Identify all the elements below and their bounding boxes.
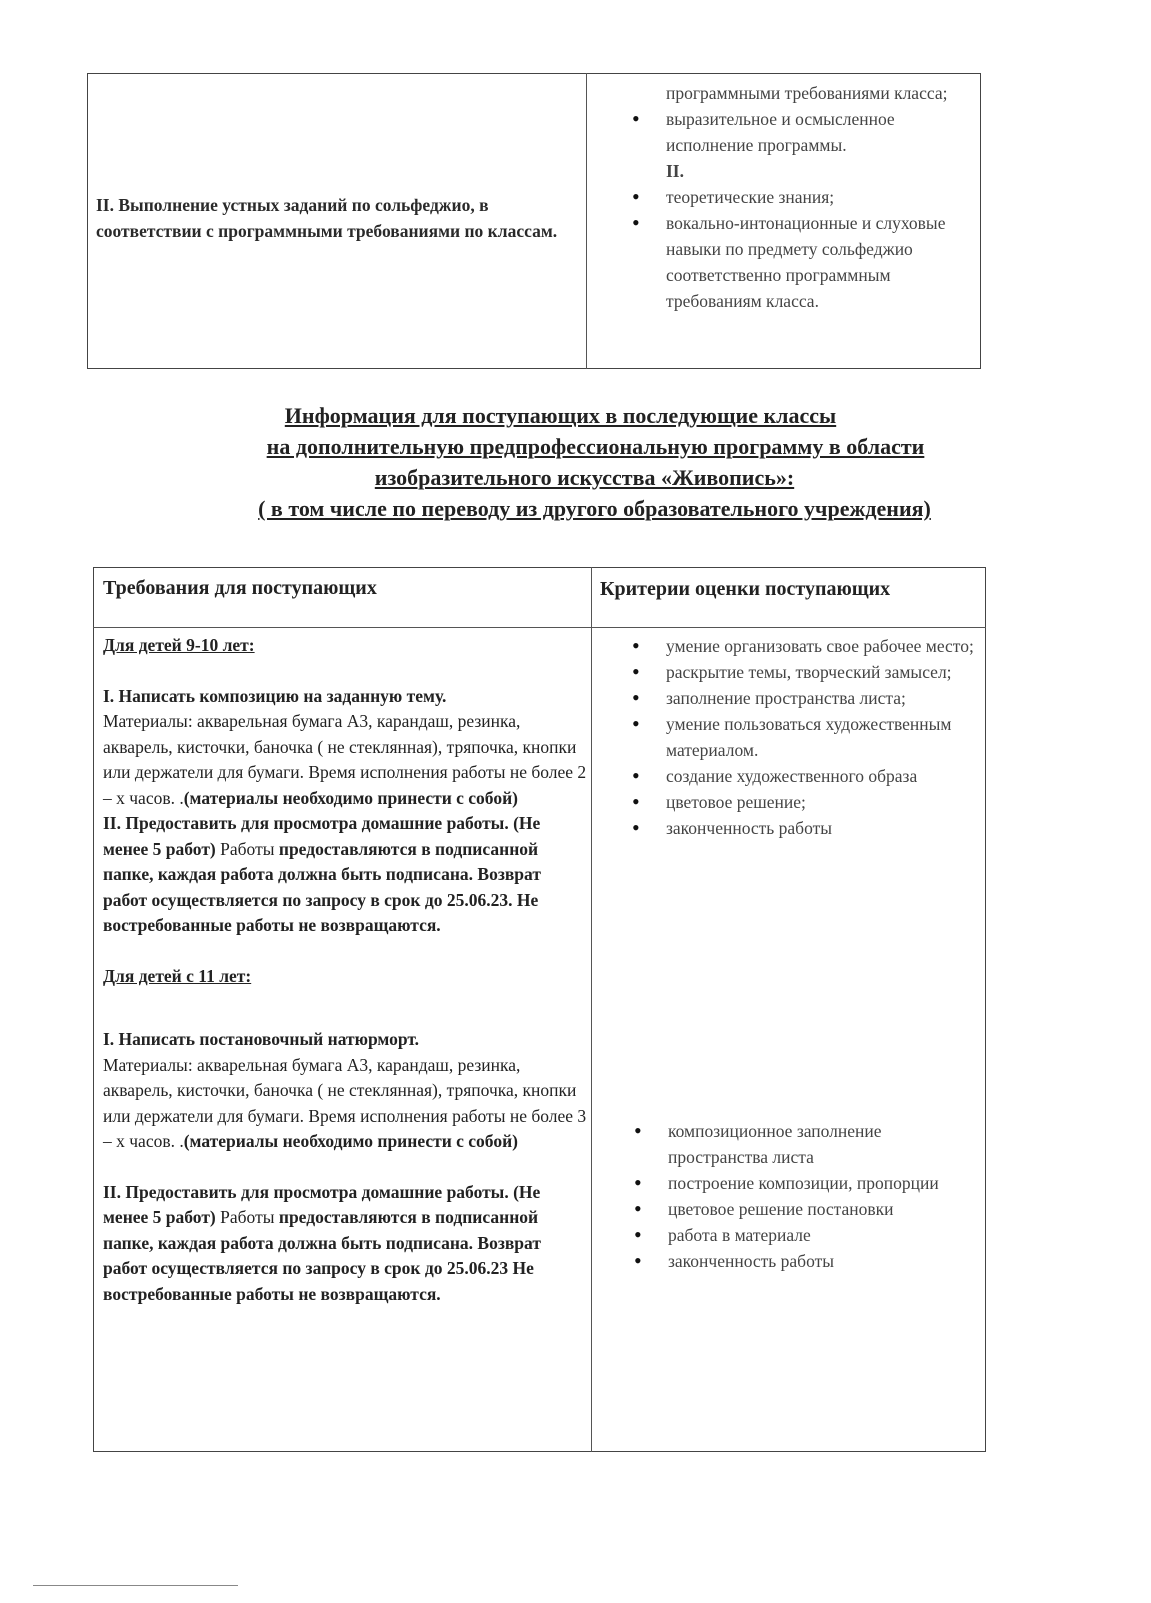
criteria-item: • умение организовать свое рабочее место; xyxy=(628,633,978,659)
main-table-header-rule xyxy=(93,627,986,628)
group1-task2-title: II. Предоставить для просмотра домашние работы. (Не менее 5 работ) xyxy=(103,813,541,859)
criteria-item: • вокально-интонационные и слуховые навыки по предмету сольфеджио соответственно программным требованиям класса. xyxy=(628,210,973,314)
criteria-item: • цветовое решение постановки xyxy=(630,1196,980,1222)
criteria-item: • законченность работы xyxy=(630,1248,980,1274)
criteria-item: • композиционное заполнение пространства листа xyxy=(630,1118,980,1170)
heading-line-1: Информация для поступающих в последующие классы xyxy=(284,403,837,428)
criteria-item: • выразительное и осмысленное исполнение программы. xyxy=(628,106,973,158)
criteria-item: • цветовое решение; xyxy=(628,789,978,815)
section-heading xyxy=(0,400,1151,524)
group1-task2 xyxy=(103,811,588,939)
group1-task1-title: I. Написать композицию на заданную тему. xyxy=(103,685,447,706)
criteria-item: • умение пользоваться художественным материалом. xyxy=(628,711,978,763)
main-table-divider xyxy=(591,567,592,1452)
group1-task2-note: предоставляются в подписанной папке, каждая работа должна быть подписана. Возврат работ осуществляется по запросу в срок до 25.06.23. Не востребованные работы не возвращаются. xyxy=(103,838,541,935)
criteria-group-1 xyxy=(628,633,978,841)
top-table-left-cell: II. Выполнение устных заданий по сольфеджио, в соответствии с программными требованиями по классам. xyxy=(96,195,558,241)
group2-task2 xyxy=(103,1180,588,1308)
group2-task1-text: Материалы: акварельная бумага А3, карандаш, резинка, акварель, кисточки, баночка ( не стеклянная), тряпочка, кнопки или держатели для бумаги. Время исполнения работы не более 3 – х часов. . xyxy=(103,1054,587,1151)
group2-task2-note: предоставляются в подписанной папке, каждая работа должна быть подписана. Возврат работ осуществляется по запросу в срок до 25.06.23 Не востребованные работы не возвращаются. xyxy=(103,1207,541,1304)
footer-rule xyxy=(33,1585,238,1586)
criteria-item: • работа в материале xyxy=(630,1222,980,1248)
group1-task1-note: (материалы необходимо принести с собой) xyxy=(183,787,518,808)
heading-line-2: на дополнительную предпрофессиональную программу в области xyxy=(266,434,925,459)
criteria-item: • законченность работы xyxy=(628,815,978,841)
group1-task2-text: Работы xyxy=(220,838,275,859)
col1-header: Требования для поступающих xyxy=(103,577,377,599)
top-table-right-cell xyxy=(628,80,973,314)
criteria-item: • раскрытие темы, творческий замысел; xyxy=(628,659,978,685)
col2-header: Критерии оценки поступающих xyxy=(600,578,891,600)
heading-line-3: изобразительного искусства «Живопись»: xyxy=(374,465,795,490)
group2-task1-note: (материалы необходимо принести с собой) xyxy=(183,1131,518,1151)
group1-age: Для детей 9-10 лет: xyxy=(103,635,255,655)
requirements-column xyxy=(103,633,588,1307)
group2-task1-title: I. Написать постановочный натюрморт. xyxy=(103,1029,420,1049)
top-table-divider xyxy=(586,73,587,369)
criteria-item: • создание художественного образа xyxy=(628,763,978,789)
group2-task1 xyxy=(103,1027,588,1155)
criteria-group-2 xyxy=(630,1118,980,1274)
group2-task2-text: Работы xyxy=(220,1207,275,1227)
group2-age: Для детей с 11 лет: xyxy=(103,965,252,986)
criteria-item: • заполнение пространства листа; xyxy=(628,685,978,711)
criteria-item: • построение композиции, пропорции xyxy=(630,1170,980,1196)
heading-line-4: ( в том числе по переводу из другого образовательного учреждения) xyxy=(258,496,931,521)
group1-task1 xyxy=(103,684,588,812)
group2-task2-title: II. Предоставить для просмотра домашние работы. (Не менее 5 работ) xyxy=(103,1181,541,1227)
right-subheading: II. xyxy=(666,161,684,181)
right-continued-text: программными требованиями класса; xyxy=(666,83,948,103)
group1-task1-text: Материалы: акварельная бумага А3, карандаш, резинка, акварель, кисточки, баночка ( не стеклянная), тряпочка, кнопки или держатели для бумаги. Время исполнения работы не более 2 – х часов. . xyxy=(103,711,587,808)
criteria-item: • теоретические знания; xyxy=(628,184,973,210)
